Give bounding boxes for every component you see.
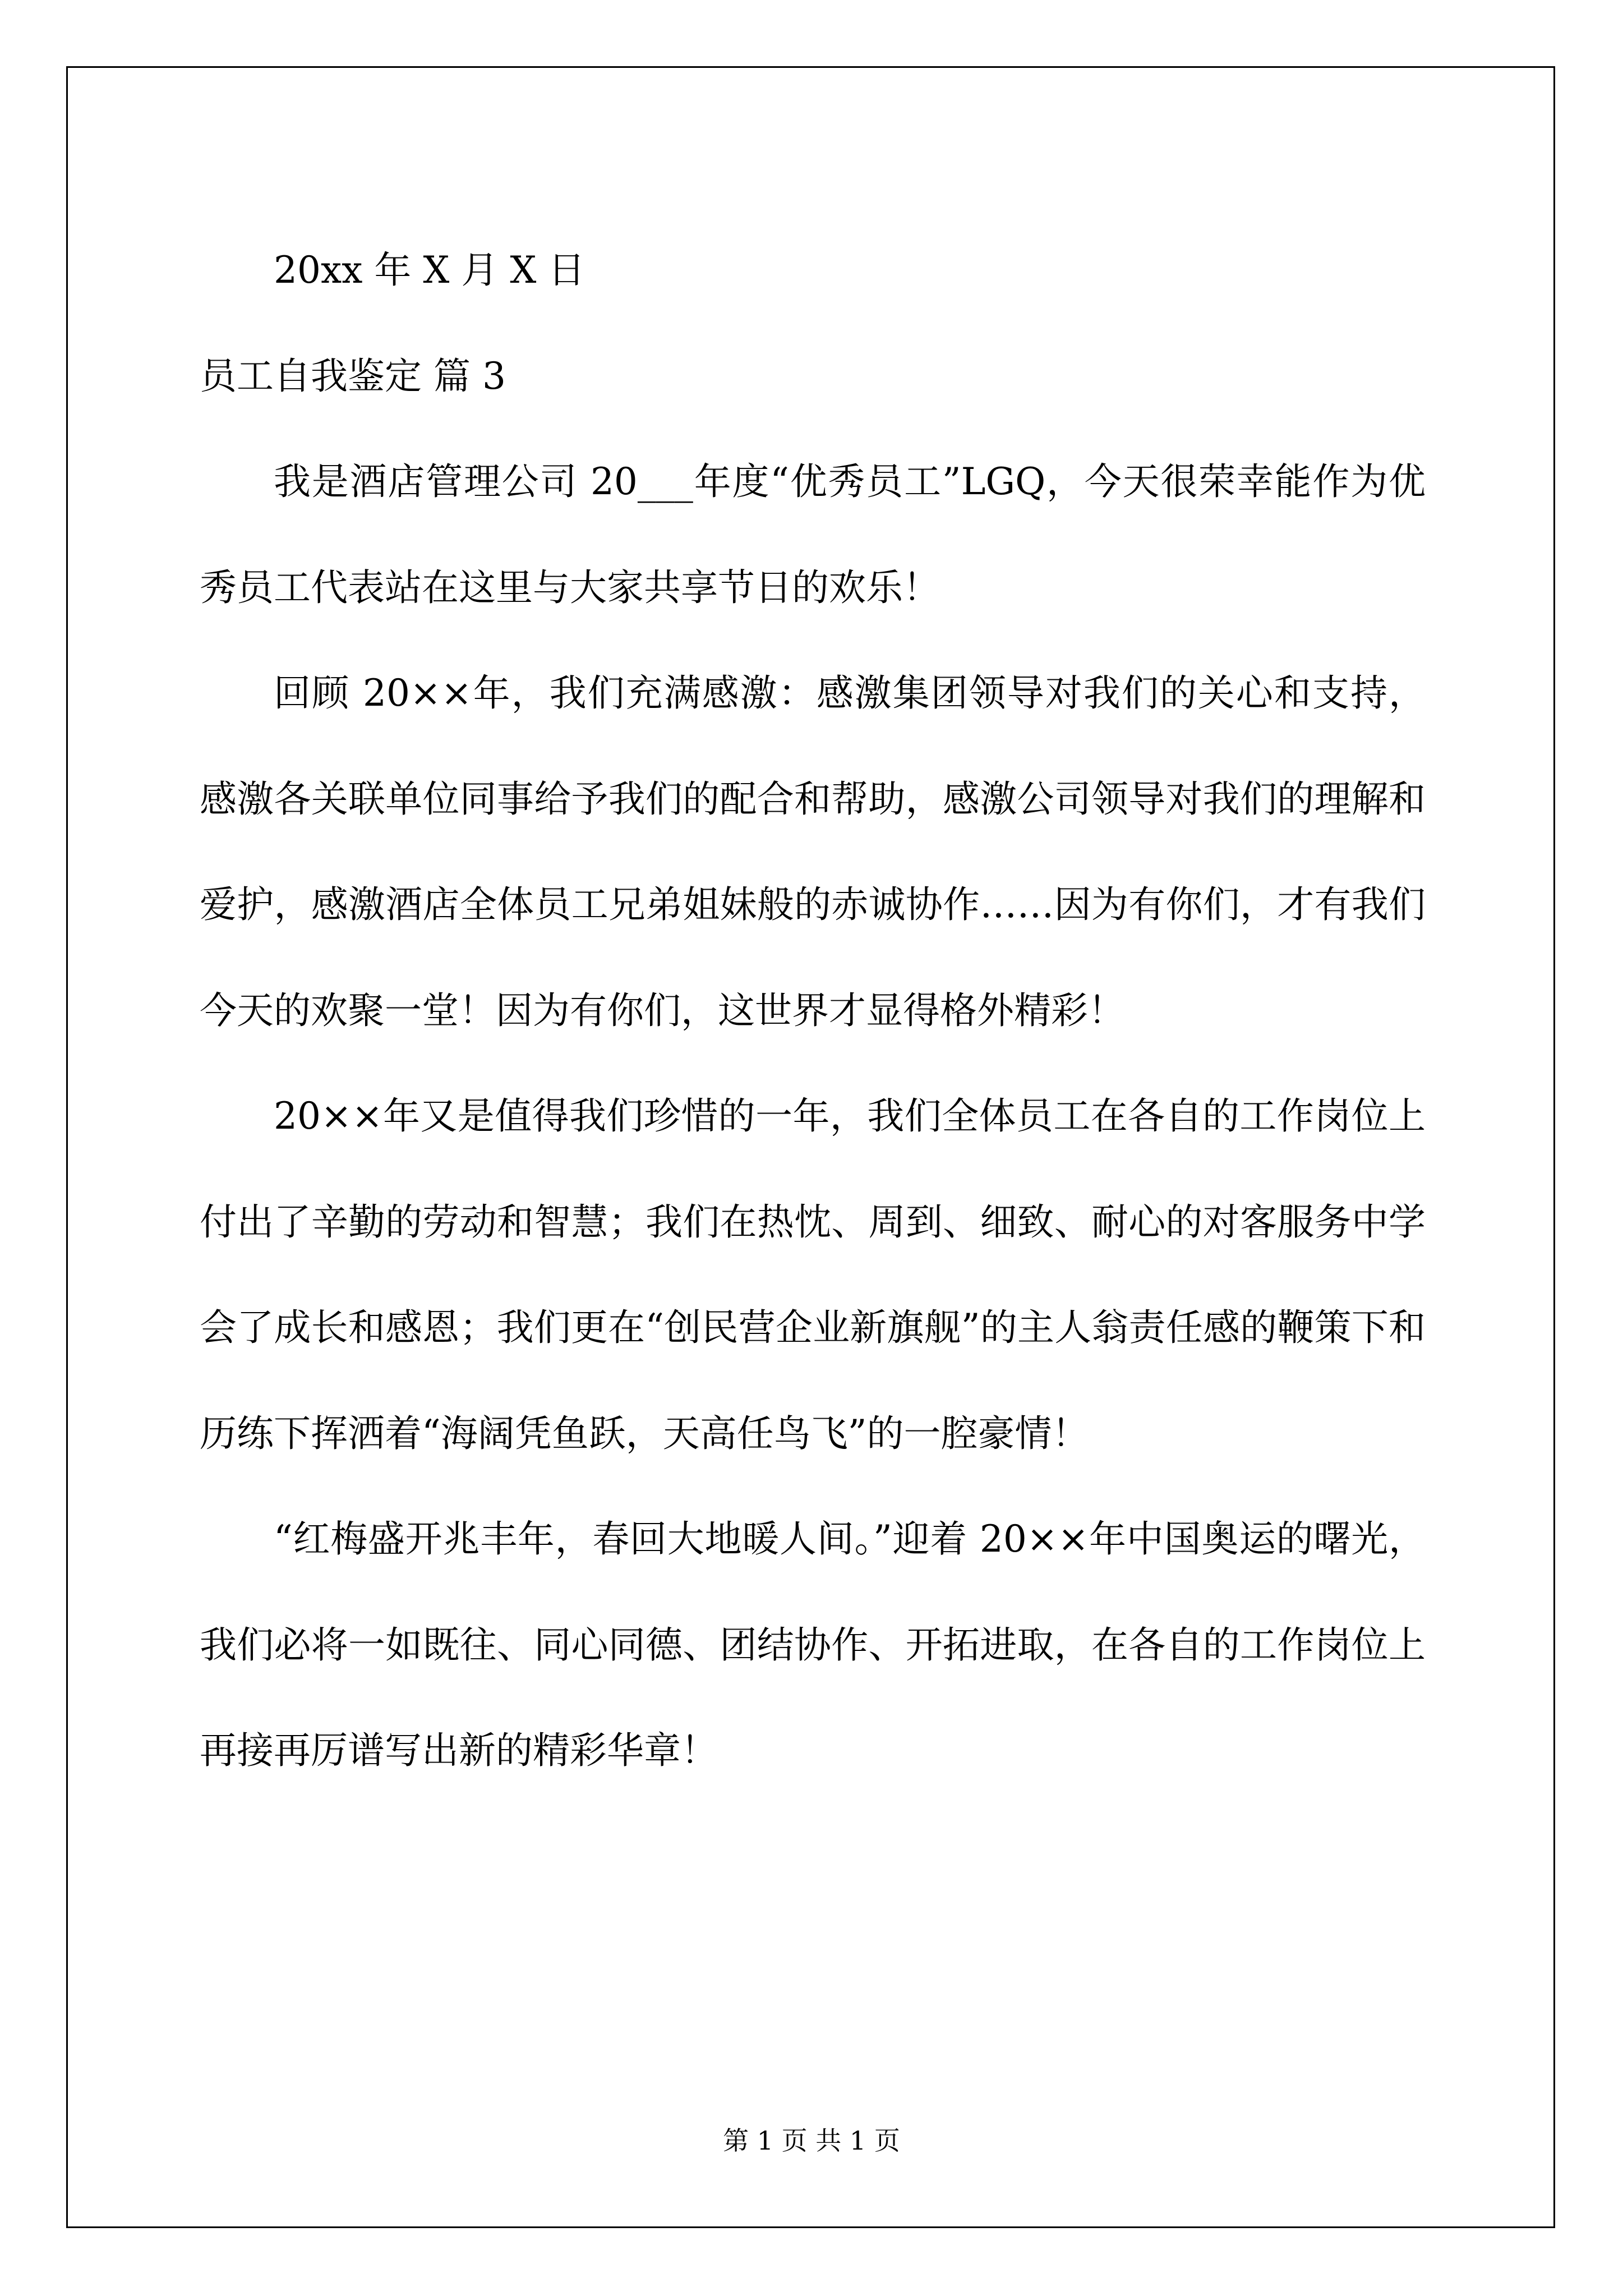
document-body xyxy=(200,218,1426,1804)
paragraph-4: “红梅盛开兆丰年，春回大地暖人间。”迎着 20××年中国奥运的曙光，我们必将一如既往、同心同德、团结协作、开拓进取，在各自的工作岗位上再接再厉谱写出新的精彩华章！ xyxy=(200,1517,1426,1772)
date-line: 20xx 年 X 月 X 日 xyxy=(274,249,585,292)
page-footer: 第 1 页 共 1 页 xyxy=(723,2125,900,2156)
section-title: 员工自我鉴定 篇 3 xyxy=(200,354,506,398)
paragraph-2: 回顾 20××年，我们充满感激：感激集团领导对我们的关心和支持，感激各关联单位同事给予我们的配合和帮助，感激公司领导对我们的理解和爱护，感激酒店全体员工兄弟姐妹般的赤诚协作……因为有你们，才有我们今天的欢聚一堂！因为有你们，这世界才显得格外精彩！ xyxy=(200,671,1426,1032)
paragraph-1: 我是酒店管理公司 20___年度“优秀员工”LGQ，今天很荣幸能作为优秀员工代表站在这里与大家共享节日的欢乐！ xyxy=(200,460,1426,609)
paragraph-3: 20××年又是值得我们珍惜的一年，我们全体员工在各自的工作岗位上付出了辛勤的劳动和智慧；我们在热忱、周到、细致、耐心的对客服务中学会了成长和感恩；我们更在“创民营企业新旗舰”的主人翁责任感的鞭策下和历练下挥洒着“海阔凭鱼跃，天高任鸟飞”的一腔豪情！ xyxy=(200,1094,1426,1455)
